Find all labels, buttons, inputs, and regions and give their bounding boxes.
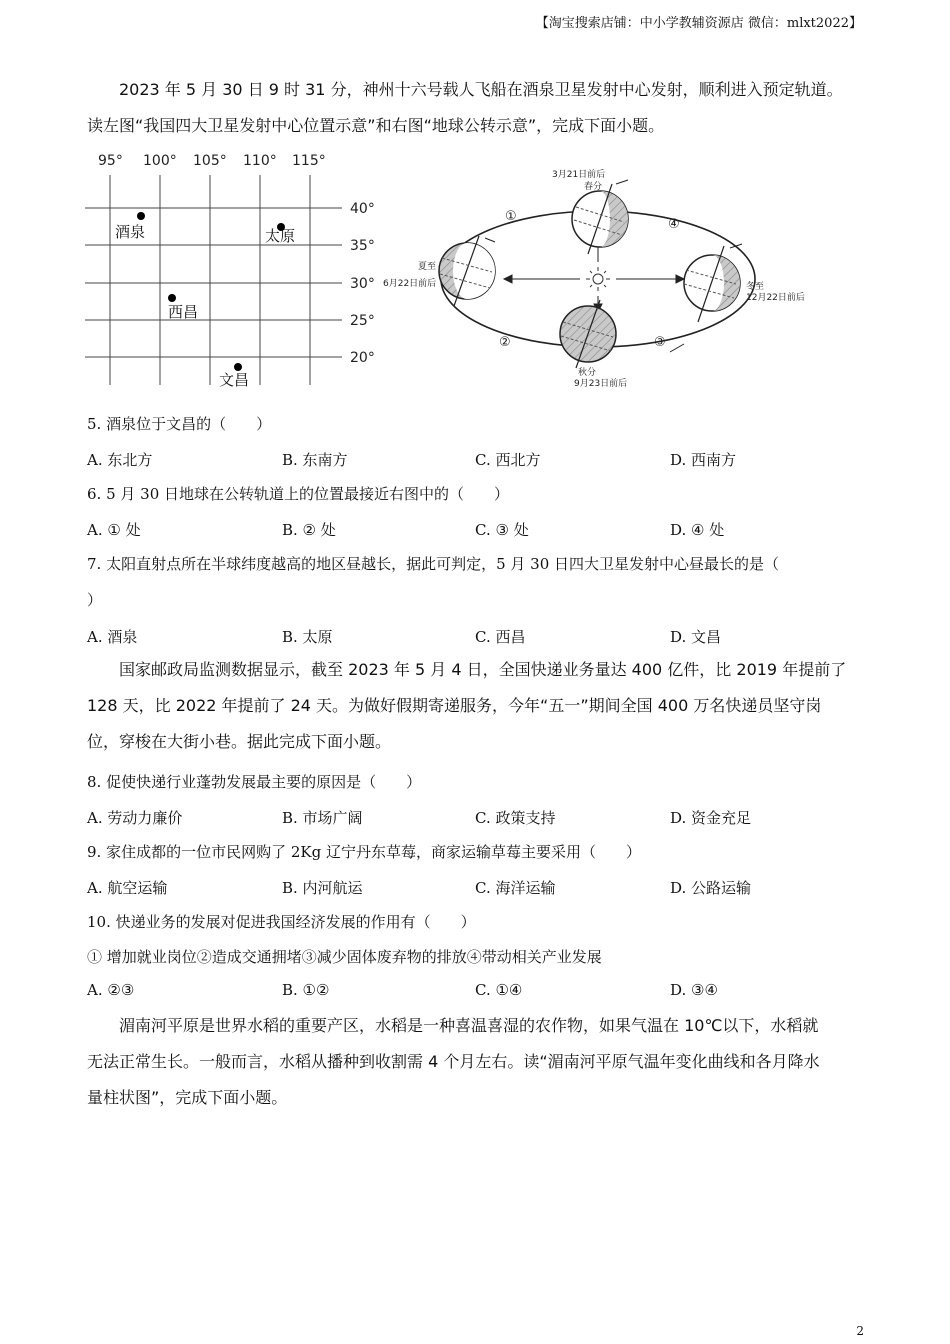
intro-3-line-3: 量柱状图”，完成下面小题。 (87, 1088, 288, 1107)
earth-orbit-diagram (380, 162, 820, 397)
q10-option-d[interactable]: D. ③④ (670, 981, 718, 999)
page-number: 2 (856, 1324, 864, 1338)
q5-option-c[interactable]: C. 西北方 (475, 451, 541, 469)
site-label-xichang: 西昌 (168, 303, 199, 321)
orbit-marker-3: ③ (654, 335, 666, 350)
intro-3-line-1: 湄南河平原是世界水稻的重要产区，水稻是一种喜温喜湿的农作物，如果气温在 10℃以下，水稻就 (119, 1016, 819, 1035)
q5-option-b[interactable]: B. 东南方 (282, 451, 348, 469)
earth-spring-equinox (572, 184, 628, 254)
wenchang-dot (234, 363, 242, 371)
q6-option-b[interactable]: B. ② 处 (282, 521, 336, 539)
site-label-wenchang: 文昌 (219, 371, 250, 389)
autumn-date-label: 9月23日前后 (574, 379, 628, 389)
intro-1-line-2: 读左图“我国四大卫星发射中心位置示意”和右图“地球公转示意”，完成下面小题。 (87, 116, 665, 135)
q5-option-d[interactable]: D. 西南方 (670, 451, 737, 469)
q6-option-a[interactable]: A. ① 处 (87, 521, 141, 539)
q8-option-b[interactable]: B. 市场广阔 (282, 809, 363, 827)
q7-option-b[interactable]: B. 太原 (282, 628, 333, 646)
lat-label-40: 40° (350, 201, 375, 217)
question-10-stem: 10. 快递业务的发展对促进我国经济发展的作用有（ ） (87, 913, 476, 931)
sun-icon (586, 267, 610, 291)
intro-3-line-2: 无法正常生长。一般而言，水稻从播种到收割需 4 个月左右。读“湄南河平原气温年变化曲线和各月降水 (87, 1052, 820, 1071)
lon-label-100: 100° (143, 153, 177, 169)
lon-label-110: 110° (243, 153, 277, 169)
autumn-label: 秋分 (578, 368, 597, 378)
orbit-direction-arrow (670, 344, 684, 352)
q7-option-c[interactable]: C. 西昌 (475, 628, 526, 646)
intro-1-line-1: 2023 年 5 月 30 日 9 时 31 分，神州十六号载人飞船在酒泉卫星发射中心发射，顺利进入预定轨道。 (119, 80, 843, 99)
intro-2-line-1: 国家邮政局监测数据显示，截至 2023 年 5 月 4 日，全国快递业务量达 400 亿件，比 2019 年提前了 (119, 660, 847, 679)
q8-option-c[interactable]: C. 政策支持 (475, 809, 556, 827)
q8-option-d[interactable]: D. 资金充足 (670, 809, 752, 827)
question-5-stem: 5. 酒泉位于文昌的（ ） (87, 415, 272, 433)
jiuquan-dot (137, 212, 145, 220)
question-7-options (87, 626, 867, 650)
lon-label-95: 95° (98, 153, 123, 169)
question-10-items: ① 增加就业岗位②造成交通拥堵③减少固体废弃物的排放④带动相关产业发展 (87, 948, 602, 966)
summer-date-label: 6月22日前后 (383, 279, 437, 289)
xichang-dot (168, 294, 176, 302)
question-10-options (87, 981, 867, 1005)
winter-date-label: 12月22日前后 (746, 293, 805, 303)
intro-paragraph-3 (87, 1008, 862, 1116)
orbit-marker-2: ② (499, 335, 511, 350)
intro-paragraph-2 (87, 652, 862, 760)
q8-option-a[interactable]: A. 劳动力廉价 (87, 809, 183, 827)
q9-option-a[interactable]: A. 航空运输 (87, 879, 168, 897)
q9-option-c[interactable]: C. 海洋运输 (475, 879, 556, 897)
q7-option-d[interactable]: D. 文昌 (670, 628, 722, 646)
question-9-options (87, 877, 867, 901)
question-9-stem: 9. 家住成都的一位市民网购了 2Kg 辽宁丹东草莓，商家运输草莓主要采用（ ） (87, 843, 641, 861)
spring-rotation-arrow (616, 180, 628, 184)
summer-rotation-arrow (485, 238, 495, 242)
winter-label: 冬至 (746, 282, 765, 292)
lon-label-105: 105° (193, 153, 227, 169)
earth-summer-solstice (439, 236, 495, 306)
earth-autumn-equinox (560, 300, 616, 368)
intro-2-line-3: 位，穿梭在大街小巷。据此完成下面小题。 (87, 732, 392, 751)
q5-option-a[interactable]: A. 东北方 (87, 451, 153, 469)
summer-label: 夏至 (418, 262, 437, 272)
q10-option-c[interactable]: C. ①④ (475, 981, 523, 999)
q7-stem-line-1: 7. 太阳直射点所在半球纬度越高的地区昼越长，据此可判定，5 月 30 日四大卫星发射中心昼最长的是（ (87, 555, 780, 573)
lat-label-25: 25° (350, 313, 375, 329)
orbit-marker-4: ④ (668, 217, 680, 232)
page-header: 【淘宝搜索店铺：中小学教辅资源店 微信：mlxt2022】 (535, 16, 862, 31)
site-label-jiuquan: 酒泉 (115, 223, 146, 241)
q7-stem-line-2: ） (87, 591, 103, 609)
q10-option-b[interactable]: B. ①② (282, 981, 330, 999)
spring-label: 春分 (584, 182, 603, 192)
question-6-stem: 6. 5 月 30 日地球在公转轨道上的位置最接近右图中的（ ） (87, 485, 510, 503)
site-label-taiyuan: 太原 (265, 227, 296, 245)
spring-date-label: 3月21日前后 (552, 170, 606, 180)
q9-option-b[interactable]: B. 内河航运 (282, 879, 363, 897)
earth-winter-solstice (684, 246, 740, 322)
question-5-options (87, 449, 867, 473)
lat-label-35: 35° (350, 238, 375, 254)
launch-center-map (80, 145, 380, 395)
question-7-stem (87, 553, 862, 611)
question-6-options (87, 519, 867, 543)
question-8-options (87, 807, 867, 831)
question-8-stem: 8. 促使快递行业蓬勃发展最主要的原因是（ ） (87, 773, 422, 791)
lat-label-20: 20° (350, 350, 375, 366)
q10-option-a[interactable]: A. ②③ (87, 981, 135, 999)
q7-option-a[interactable]: A. 酒泉 (87, 628, 138, 646)
q6-option-d[interactable]: D. ④ 处 (670, 521, 725, 539)
lon-label-115: 115° (292, 153, 326, 169)
intro-paragraph-1 (87, 72, 862, 144)
orbit-marker-1: ① (505, 209, 517, 224)
q6-option-c[interactable]: C. ③ 处 (475, 521, 529, 539)
lat-label-30: 30° (350, 276, 375, 292)
intro-2-line-2: 128 天，比 2022 年提前了 24 天。为做好假期寄递服务，今年“五一”期间全国 400 万名快递员坚守岗 (87, 696, 822, 715)
q9-option-d[interactable]: D. 公路运输 (670, 879, 752, 897)
